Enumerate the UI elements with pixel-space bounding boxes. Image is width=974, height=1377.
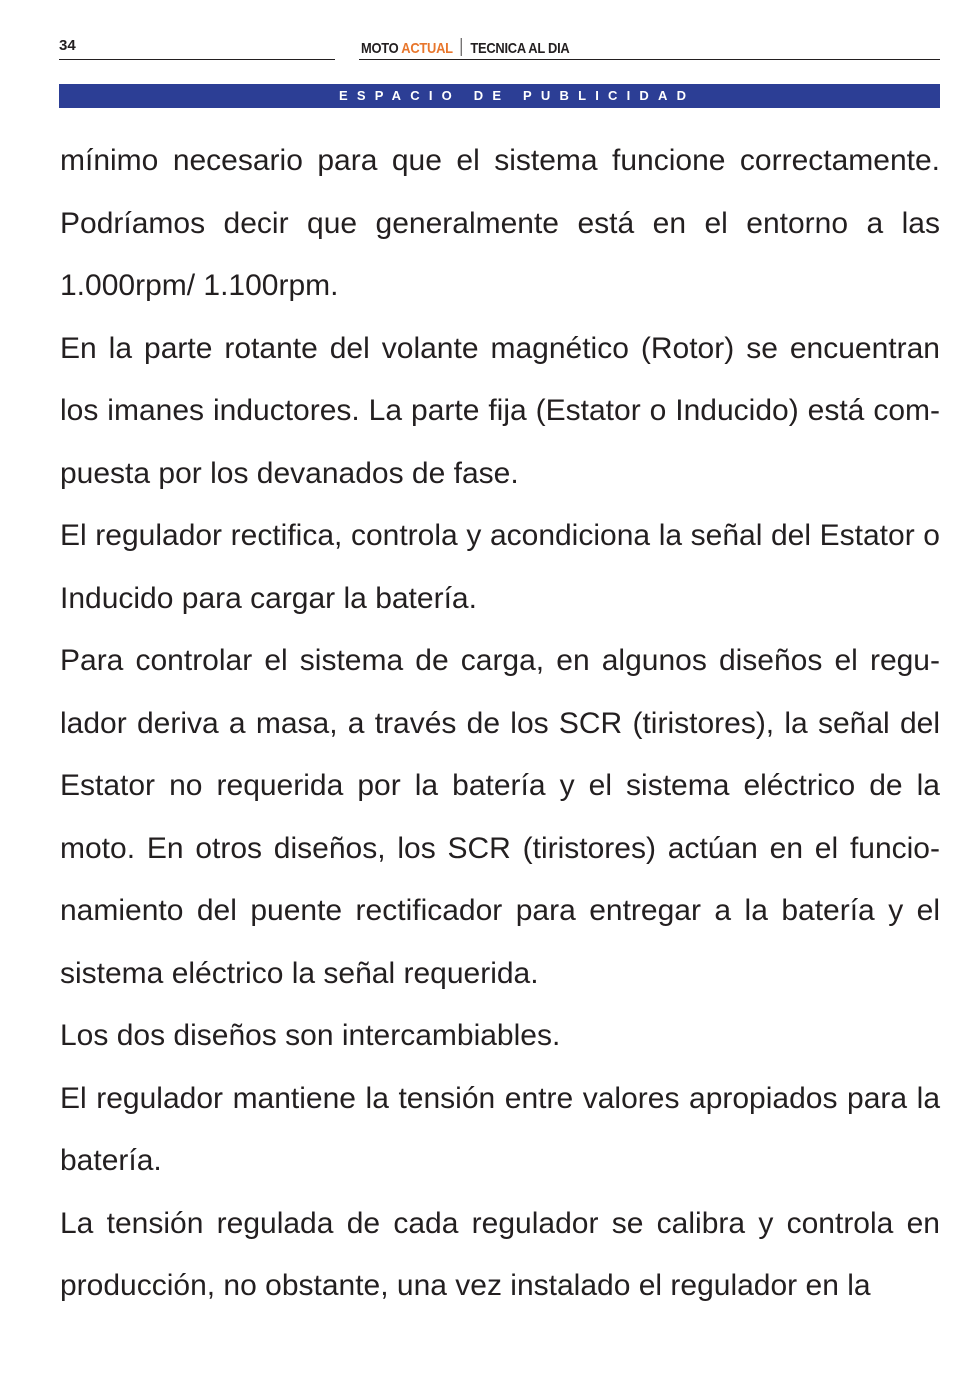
masthead-separator	[461, 38, 462, 56]
article-paragraph: mínimo necesario para que el sistema funcione correctamente. Podríamos decir que generalmente está en el entorno a las 1.000rpm/ 1.100rpm.	[60, 144, 940, 302]
brand-name-moto: MOTO	[361, 40, 399, 57]
header-rule-right	[359, 59, 940, 60]
article-body	[60, 130, 940, 1318]
article-paragraph: El regulador rectifica, controla y acondiciona la señal del Estator o Inducido para cargar la batería.	[60, 519, 940, 615]
article-paragraph: Los dos diseños son intercambiables.	[60, 1019, 561, 1052]
article-paragraph: Para controlar el sistema de carga, en algunos diseños el regulador deriva a masa, a través de los SCR (tiristores), la señal del Estator no requerida por la batería y el sistema eléctrico de la moto. En otros diseños, los SCR (tiristores) actúan en el funcionamiento del puente rectificador para entregar a la batería y el sistema eléctrico la señal requerida.	[60, 644, 940, 990]
ad-banner	[59, 84, 940, 108]
article-paragraph: La tensión regulada de cada regulador se calibra y controla en producción, no obstante, una vez instalado el regulador en la	[60, 1206, 940, 1302]
article-paragraph: En la parte rotante del volante magnético (Rotor) se encuentran los imanes inductores. La parte fija (Estator o Inducido) está compuesta por los devanados de fase.	[60, 331, 940, 490]
page-number: 34	[59, 37, 76, 54]
brand-name-actual: ACTUAL	[401, 40, 453, 57]
header-rule-left	[59, 59, 335, 60]
masthead	[361, 38, 569, 57]
ad-banner-label: ESPACIO DE PUBLICIDAD	[339, 88, 696, 103]
page-header	[59, 30, 940, 64]
article-paragraph: El regulador mantiene la tensión entre valores apropiados para la batería.	[60, 1081, 940, 1177]
section-title: TECNICA AL DIA	[470, 40, 570, 57]
